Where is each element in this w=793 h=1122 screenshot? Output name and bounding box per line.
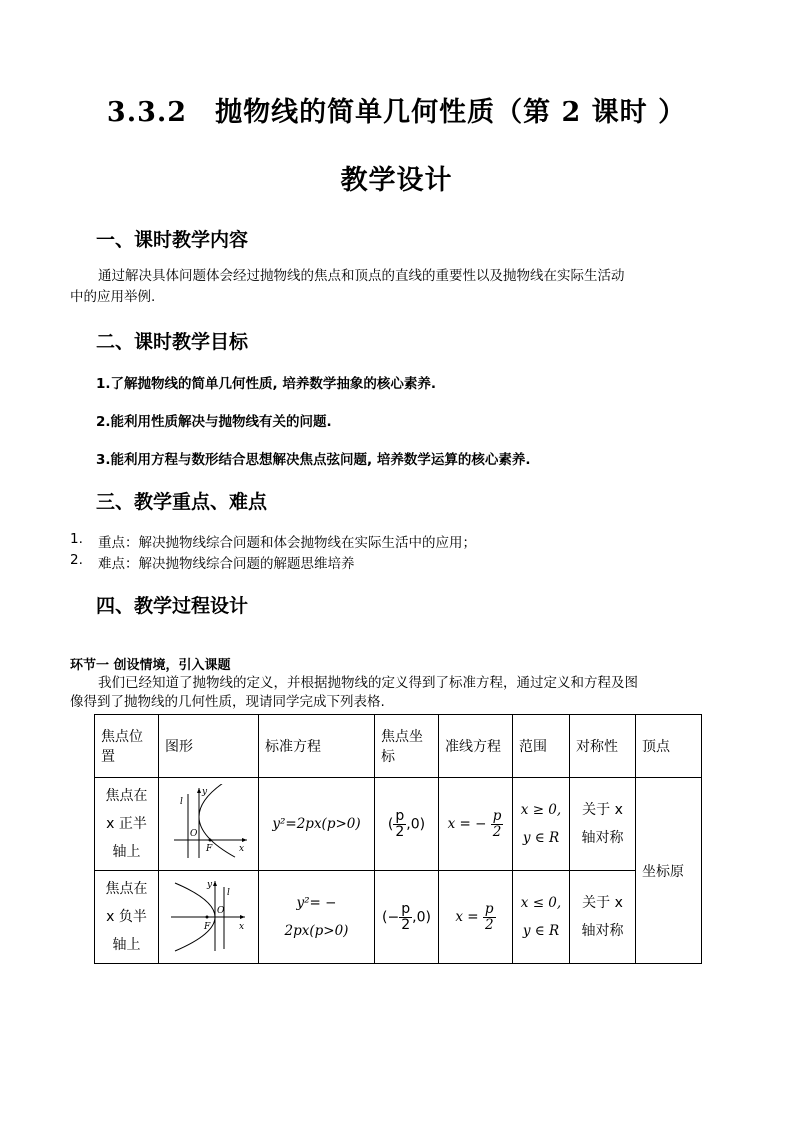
goal-item: 1.了解抛物线的简单几何性质, 培养数学抽象的核心素养. bbox=[96, 376, 436, 392]
cell-line: x ≤ 0, bbox=[520, 895, 562, 911]
header-cell: 准线方程 bbox=[439, 715, 513, 778]
directrix-cell bbox=[439, 778, 513, 871]
parabola-left-graph bbox=[169, 877, 249, 953]
origin-label: O bbox=[216, 906, 224, 916]
focus-position-cell bbox=[95, 871, 159, 964]
numerator: p bbox=[395, 807, 405, 824]
directrix-left: x = bbox=[455, 908, 479, 925]
focus-open: ( bbox=[387, 816, 394, 832]
symmetry-cell bbox=[570, 871, 636, 964]
cell-line: 轴对称 bbox=[581, 830, 624, 846]
x-axis-label: x bbox=[238, 844, 244, 854]
directrix-left: x = − bbox=[447, 815, 487, 832]
fraction bbox=[399, 902, 412, 933]
cell-line: x 负半 bbox=[106, 909, 147, 925]
header-cell: 图形 bbox=[159, 715, 259, 778]
fraction bbox=[483, 902, 496, 933]
cell-line: 焦点在 bbox=[105, 788, 148, 804]
header-cell: 焦点位置 bbox=[95, 715, 159, 778]
header-cell: 顶点 bbox=[636, 715, 702, 778]
cell-line: 关于 x bbox=[582, 802, 623, 818]
cell-line: 轴上 bbox=[112, 937, 141, 953]
numerator: p bbox=[492, 807, 502, 824]
focus-cell bbox=[375, 871, 439, 964]
equation-cell: y²=2px(p>0) bbox=[259, 778, 375, 871]
x-axis-label: x bbox=[238, 922, 244, 932]
document-subtitle: 教学设计 bbox=[340, 165, 453, 196]
fraction bbox=[491, 809, 504, 840]
section-heading-3: 三、教学重点、难点 bbox=[96, 491, 268, 513]
y-axis-label: y bbox=[201, 787, 207, 797]
vertex-cell: 坐标原 bbox=[636, 778, 702, 964]
subsection-heading: 环节一 创设情境，引入课题 bbox=[70, 658, 231, 673]
focus-position-cell bbox=[95, 778, 159, 871]
graph-cell bbox=[159, 778, 259, 871]
cell-line: 焦点在 bbox=[105, 881, 148, 897]
section-heading-2: 二、课时教学目标 bbox=[96, 331, 249, 353]
header-cell: 焦点坐标 bbox=[375, 715, 439, 778]
cell-line: 2px(p>0) bbox=[284, 923, 349, 939]
range-cell bbox=[513, 778, 570, 871]
goal-item: 2.能利用性质解决与抛物线有关的问题. bbox=[96, 414, 332, 430]
directrix-cell bbox=[439, 871, 513, 964]
cell-line: y ∈ R bbox=[522, 923, 560, 939]
section4-paragraph-line2: 像得到了抛物线的几何性质，现请同学完成下列表格. bbox=[70, 694, 385, 710]
goal-item: 3.能利用方程与数形结合思想解决焦点弦问题, 培养数学运算的核心素养. bbox=[96, 452, 531, 468]
focus-open: (− bbox=[382, 909, 400, 925]
parabola-properties-table bbox=[94, 714, 702, 964]
header-cell: 范围 bbox=[513, 715, 570, 778]
cell-line: y²= − bbox=[296, 895, 337, 911]
cell-line: 关于 x bbox=[582, 895, 623, 911]
list-item-number: 1. bbox=[70, 531, 83, 547]
section-heading-4: 四、教学过程设计 bbox=[96, 595, 249, 617]
section1-paragraph-line1: 通过解决具体问题体会经过抛物线的焦点和顶点的直线的重要性以及抛物线在实际生活动 bbox=[98, 268, 625, 284]
numerator: p bbox=[401, 900, 411, 917]
numerator: p bbox=[484, 900, 494, 917]
denominator: 2 bbox=[395, 823, 405, 840]
focus-close: ,0) bbox=[406, 816, 426, 832]
cell-line: 轴上 bbox=[112, 844, 141, 860]
cell-line: y ∈ R bbox=[522, 830, 560, 846]
directrix-label: l bbox=[226, 888, 230, 898]
fraction bbox=[393, 809, 406, 840]
section-heading-1: 一、课时教学内容 bbox=[96, 229, 249, 251]
header-cell: 标准方程 bbox=[259, 715, 375, 778]
focus-cell bbox=[375, 778, 439, 871]
table-row bbox=[95, 778, 702, 871]
table-header-row bbox=[95, 715, 702, 778]
document-title: 3.3.2 抛物线的简单几何性质（第 2 课时 ） bbox=[106, 97, 687, 128]
denominator: 2 bbox=[492, 823, 502, 840]
denominator: 2 bbox=[401, 916, 411, 933]
y-axis-label: y bbox=[206, 880, 212, 890]
focus-close: ,0) bbox=[412, 909, 431, 925]
list-item-number: 2. bbox=[70, 552, 83, 568]
cell-line: x 正半 bbox=[106, 816, 147, 832]
header-cell: 对称性 bbox=[570, 715, 636, 778]
section4-paragraph-line1: 我们已经知道了抛物线的定义，并根据抛物线的定义得到了标准方程，通过定义和方程及图 bbox=[98, 675, 638, 691]
equation-cell bbox=[259, 871, 375, 964]
denominator: 2 bbox=[484, 916, 494, 933]
symmetry-cell bbox=[570, 778, 636, 871]
section1-paragraph-line2: 中的应用举例. bbox=[70, 289, 156, 305]
focus-label: F bbox=[205, 844, 212, 854]
list-item: 难点：解决抛物线综合问题的解题思维培养 bbox=[98, 556, 355, 572]
origin-label: O bbox=[189, 829, 197, 839]
list-item: 重点：解决抛物线综合问题和体会抛物线在实际生活中的应用； bbox=[98, 535, 476, 551]
graph-cell bbox=[159, 871, 259, 964]
parabola-right-graph bbox=[169, 784, 249, 860]
cell-line: 轴对称 bbox=[581, 923, 624, 939]
directrix-label: l bbox=[179, 797, 183, 807]
focus-label: F bbox=[203, 922, 210, 932]
table-row bbox=[95, 871, 702, 964]
cell-line: x ≥ 0, bbox=[520, 802, 562, 818]
range-cell bbox=[513, 871, 570, 964]
